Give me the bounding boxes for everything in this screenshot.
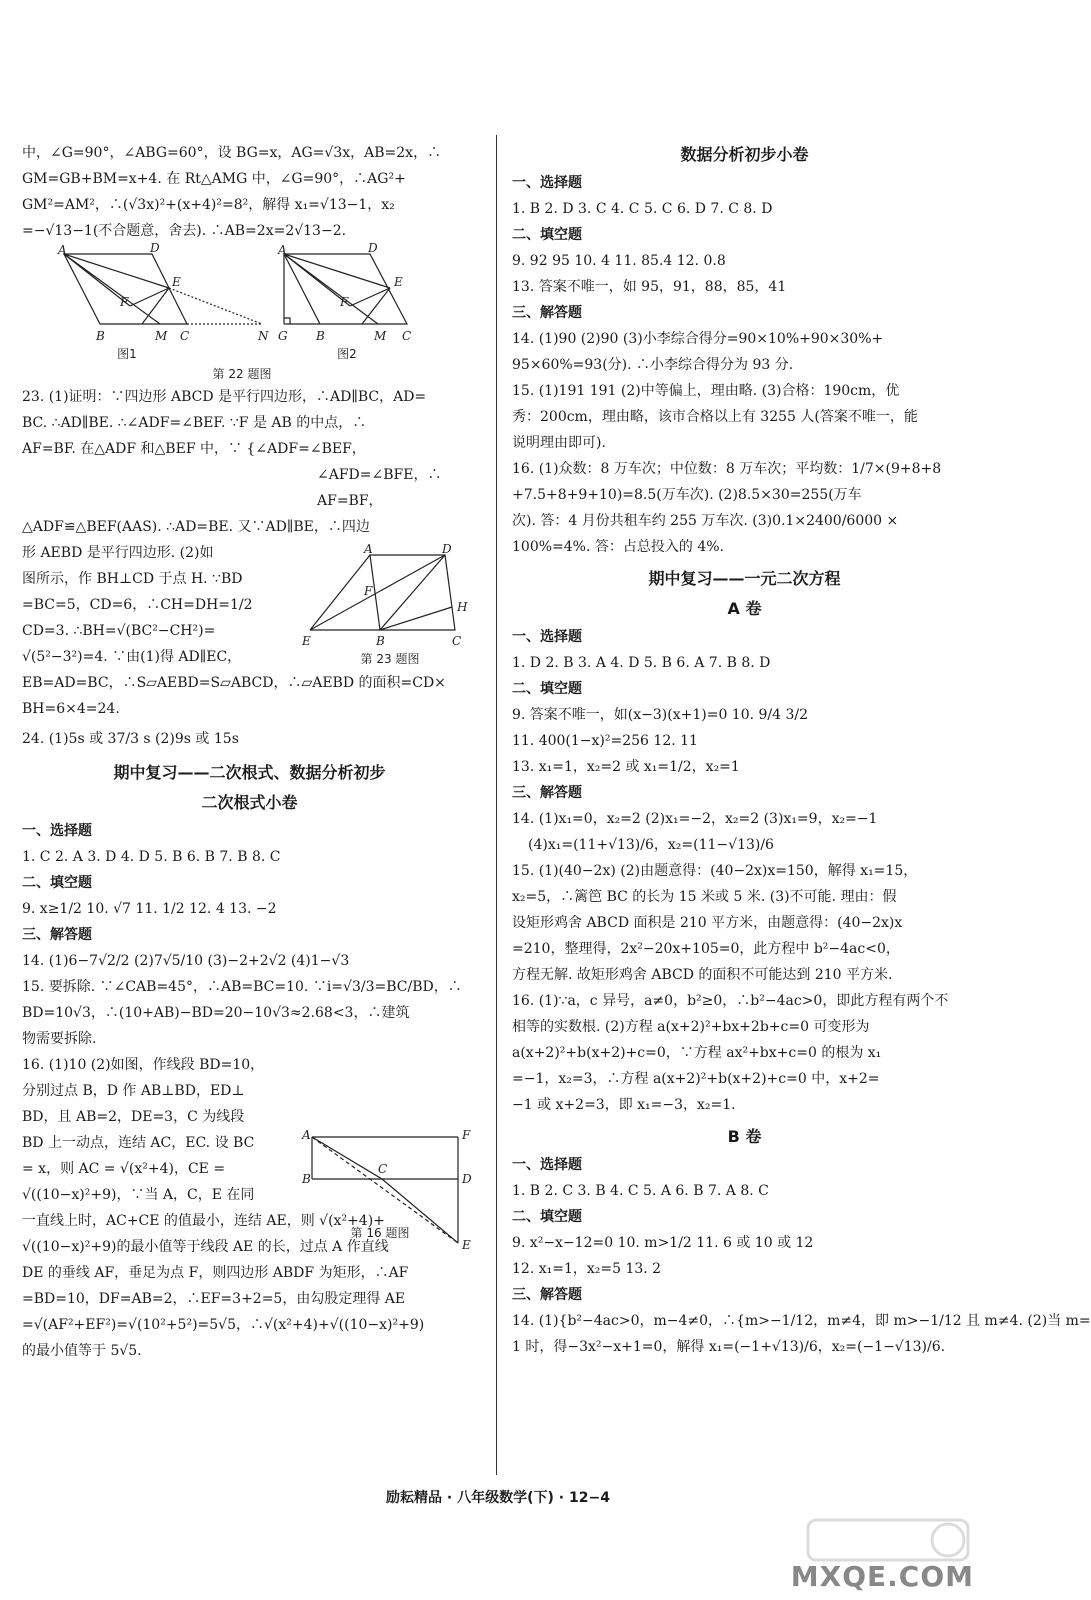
fig23-label: D — [442, 542, 452, 556]
fig23-label: B — [376, 634, 385, 648]
q23-line: √(5²−3²)=4. ∵由(1)得 AD∥EC， — [22, 649, 242, 665]
section-heading: 一、选择题 — [22, 823, 92, 839]
fig22-2-label: B — [316, 329, 325, 343]
q23-line: CD=3. ∴BH=√(BC²−CH²)= — [22, 623, 216, 639]
right-column — [512, 140, 1091, 1360]
choice-answers: 1. B 2. C 3. B 4. C 5. A 6. B 7. A 8. C — [512, 1183, 769, 1199]
fill-answers: 12. x₁=1，x₂=5 13. 2 — [512, 1261, 662, 1277]
fig16-label: B — [302, 1172, 311, 1186]
q16-line: BD 上一动点，连结 AC，EC. 设 BC — [22, 1135, 255, 1151]
fill-answers: 13. x₁=1，x₂=2 或 x₁=1/2，x₂=1 — [512, 759, 740, 775]
fig16-caption: 第 16 题图 — [350, 1226, 410, 1240]
solution-line: 次). 答：4 月份共租车约 255 万车次. (3)0.1×2400/6000 × — [512, 513, 899, 529]
q16-line: √((10−x)²+9)的最小值等于线段 AE 的长，过点 A 作直线 — [22, 1239, 389, 1255]
solution-line: 1 时，得−3x²−x+1=0，解得 x₁=(−1+√13)/6，x₂=(−1−√13)/6. — [512, 1339, 946, 1355]
solution-line: 16. (1)众数：8 万车次；中位数：8 万车次；平均数：1/7×(9+8+8 — [512, 461, 942, 477]
fill-answers: 9. 92 95 10. 4 11. 85.4 12. 0.8 — [512, 253, 726, 269]
q24-answer: 24. (1)5s 或 37/3 s (2)9s 或 15s — [22, 731, 239, 747]
fig23-label: C — [452, 634, 462, 648]
q23-line: AF=BF， — [317, 493, 383, 509]
fig22-caption: 第 22 题图 — [212, 367, 272, 381]
solution-line: 100%=4%. 答：占总投入的 4%. — [512, 539, 724, 555]
q14-answer: 14. (1)6−7√2/2 (2)7√5/10 (3)−2+2√2 (4)1−√3 — [22, 953, 350, 969]
fig22-2-label: D — [368, 241, 378, 255]
fig23-label: E — [302, 634, 311, 648]
section-heading: 二、填空题 — [512, 1209, 582, 1225]
section-heading: 一、选择题 — [512, 629, 582, 645]
q23-line: 图所示，作 BH⊥CD 于点 H. ∵BD — [22, 571, 243, 587]
fig16-label: D — [462, 1172, 472, 1186]
q23-line: EB=AD=BC，∴S▱AEBD=S▱ABCD，∴▱AEBD 的面积=CD× — [22, 675, 446, 691]
fig16-label: E — [462, 1238, 471, 1252]
fig22-2-label: F — [340, 295, 349, 309]
q16-line: BD，且 AB=2，DE=3，C 为线段 — [22, 1109, 245, 1125]
solution-line: a(x+2)²+b(x+2)+c=0，∵方程 ax²+bx+c=0 的根为 x₁ — [512, 1045, 882, 1061]
section-subtitle: 二次根式小卷 — [201, 793, 298, 812]
fill-answers: 11. 400(1−x)²=256 12. 11 — [512, 733, 698, 749]
q23-line: 形 AEBD 是平行四边形. (2)如 — [22, 545, 214, 561]
choice-answers: 1. D 2. B 3. A 4. D 5. B 6. A 7. B 8. D — [512, 655, 771, 671]
figure-22 — [22, 241, 477, 384]
solution-line: (4)x₁=(11+√13)/6，x₂=(11−√13)/6 — [528, 837, 774, 853]
fill-answers: 9. x≥1/2 10. √7 11. 1/2 12. 4 13. −2 — [22, 901, 277, 917]
q16-line: =√(AF²+EF²)=√(10²+5²)=5√5，∴√(x²+4)+√((10−x)²+9) — [22, 1317, 425, 1333]
q16-line: 分别过点 B，D 作 AB⊥BD，ED⊥ — [22, 1083, 245, 1099]
q16-line: 16. (1)10 (2)如图，作线段 BD=10， — [22, 1057, 265, 1073]
solution-line: 14. (1)x₁=0，x₂=2 (2)x₁=−2，x₂=2 (3)x₁=9，x₂=−1 — [512, 811, 878, 827]
section-heading: 三、解答题 — [512, 305, 582, 321]
fig22-label: N — [258, 329, 269, 343]
fig22-subcaption: 图2 — [337, 347, 357, 361]
q22-line: =−√13−1(不合题意，舍去). ∴AB=2x=2√13−2. — [22, 223, 347, 239]
fig22-label: D — [150, 241, 160, 255]
fill-answers: 9. x²−x−12=0 10. m>1/2 11. 6 或 10 或 12 — [512, 1235, 814, 1251]
fig16-label: A — [302, 1128, 311, 1142]
section-heading: 二、填空题 — [512, 681, 582, 697]
q22-line: GM=GB+BM=x+4. 在 Rt△AMG 中，∠G=90°，∴AG²+ — [22, 171, 406, 187]
q23-line: BC. ∴AD∥BE. ∴∠ADF=∠BEF. ∵F 是 AB 的中点，∴ — [22, 415, 367, 431]
fig22-label: E — [172, 275, 181, 289]
q22-line: 中，∠G=90°，∠ABG=60°，设 BG=x，AG=√3x，AB=2x，∴ — [22, 145, 442, 161]
solution-line: 15. (1)191 191 (2)中等偏上，理由略. (3)合格：190cm，优 — [512, 383, 900, 399]
page-footer: 励耘精品 · 八年级数学(下) · 12−4 — [386, 1490, 610, 1506]
solution-line: 95×60%=93(分). ∴小李综合得分为 93 分. — [512, 357, 794, 373]
q16-line: DE 的垂线 AF，垂足为点 F，则四边形 ABDF 为矩形，∴AF — [22, 1265, 409, 1281]
section-heading: 一、选择题 — [512, 1157, 582, 1173]
solution-line: x₂=5，∴篱笆 BC 的长为 15 米或 5 米. (3)不可能. 理由：假 — [512, 889, 897, 905]
q16-line: 的最小值等于 5√5. — [22, 1343, 142, 1359]
q15-line: 15. 要拆除. ∵∠CAB=45°，∴AB=BC=10. ∵i=√3/3=BC/BD，∴ — [22, 979, 462, 995]
fig22-subcaption: 图1 — [117, 347, 137, 361]
choice-answers: 1. C 2. A 3. D 4. D 5. B 6. B 7. B 8. C — [22, 849, 281, 865]
fill-answers: 9. 答案不唯一，如(x−3)(x+1)=0 10. 9/4 3/2 — [512, 707, 809, 723]
solution-line: 15. (1)(40−2x) (2)由题意得：(40−2x)x=150，解得 x₁=15， — [512, 863, 918, 879]
fig22-2-label: E — [394, 275, 403, 289]
fig22-label: M — [155, 329, 168, 343]
figure-22-2-lines — [284, 254, 407, 324]
section-heading: 二、填空题 — [22, 875, 92, 891]
solution-line: 14. (1){b²−4ac>0，m−4≠0，∴{m>−1/12，m≠4，即 m>−1/12 且 m≠4. (2)当 m= — [512, 1313, 1091, 1329]
section-heading: 三、解答题 — [22, 927, 92, 943]
section-subtitle: A 卷 — [727, 599, 762, 618]
q16-line: 一直线上时，AC+CE 的值最小，连结 AE，则 √(x²+4)+ — [22, 1213, 385, 1229]
q16-line: √((10−x)²+9)，∵当 A，C，E 在同 — [22, 1187, 255, 1203]
watermark-text: MXQE.COM — [790, 1560, 974, 1593]
solution-line: 14. (1)90 (2)90 (3)小李综合得分=90×10%+90×30%+ — [512, 331, 884, 347]
figure-22-1-lines — [64, 254, 262, 324]
solution-line: 相等的实数根. (2)方程 a(x+2)²+bx+2b+c=0 可变形为 — [512, 1019, 870, 1035]
q23-line: ∠AFD=∠BFE，∴ — [317, 467, 442, 483]
solution-line: 秀：200cm，理由略，该市合格以上有 3255 人(答案不唯一，能 — [512, 409, 918, 425]
fig23-label: A — [364, 542, 373, 556]
section-title: 期中复习——二次根式、数据分析初步 — [113, 763, 386, 782]
section-title: 数据分析初步小卷 — [680, 145, 809, 164]
section-subtitle: B 卷 — [727, 1127, 762, 1146]
q16-line: = x，则 AC = √(x²+4)，CE = — [22, 1161, 226, 1177]
section-title: 期中复习——一元二次方程 — [648, 569, 841, 588]
q22-line: GM²=AM²，∴(√3x)²+(x+4)²=8²，解得 x₁=√13−1，x₂ — [22, 197, 395, 213]
solution-line: 说明理由即可). — [512, 435, 606, 451]
q23-line: AF=BF. 在△ADF 和△BEF 中，∵ {∠ADF=∠BEF， — [22, 441, 366, 457]
fig22-label: A — [58, 243, 67, 257]
fig16-label: C — [378, 1162, 388, 1176]
fig22-label: B — [96, 329, 105, 343]
figure-16 — [300, 1125, 480, 1265]
fig22-label: C — [180, 329, 190, 343]
fig22-label: F — [120, 295, 129, 309]
solution-line: =−1，x₂=3，∴方程 a(x+2)²+b(x+2)+c=0 中，x+2= — [512, 1071, 880, 1087]
fig23-label: F — [364, 584, 373, 598]
fig16-label: F — [462, 1128, 471, 1142]
q23-line: =BC=5，CD=6，∴CH=DH=1/2 — [22, 597, 253, 613]
q15-line: BD=10√3，∴(10+AB)−BD=20−10√3≈2.68<3，∴建筑 — [22, 1005, 410, 1021]
q23-line: △ADF≌△BEF(AAS). ∴AD=BE. 又∵AD∥BE，∴四边 — [22, 519, 370, 535]
fig23-caption: 第 23 题图 — [360, 652, 420, 666]
solution-line: 方程无解. 故矩形鸡舍 ABCD 的面积不可能达到 210 平方米. — [512, 967, 893, 983]
solution-line: =210，整理得，2x²−20x+105=0，此方程中 b²−4ac<0， — [512, 941, 900, 957]
section-heading: 一、选择题 — [512, 175, 582, 191]
fig22-2-label: G — [278, 329, 288, 343]
fill-answers: 13. 答案不唯一，如 95，91，88，85，41 — [512, 279, 787, 295]
section-heading: 三、解答题 — [512, 785, 582, 801]
solution-line: +7.5+8+9+10)=8.5(万车次). (2)8.5×30=255(万车 — [512, 487, 862, 503]
fig22-2-label: M — [374, 329, 387, 343]
q15-line: 物需要拆除. — [22, 1031, 97, 1047]
fig22-2-label: C — [402, 329, 412, 343]
section-heading: 二、填空题 — [512, 227, 582, 243]
section-heading: 三、解答题 — [512, 1287, 582, 1303]
fig22-2-label: A — [278, 243, 287, 257]
solution-line: 16. (1)∵a，c 异号，a≠0，b²≥0，∴b²−4ac>0，即此方程有两个不 — [512, 993, 949, 1009]
column-divider — [496, 135, 497, 1475]
q23-line: BH=6×4=24. — [22, 701, 120, 717]
solution-line: −1 或 x+2=3，即 x₁=−3，x₂=1. — [512, 1097, 736, 1113]
solution-line: 设矩形鸡舍 ABCD 面积是 210 平方米，由题意得：(40−2x)x — [512, 915, 903, 931]
fig23-label: H — [457, 600, 468, 614]
q16-line: =BD=10，DF=AB=2，∴EF=3+2=5，由勾股定理得 AE — [22, 1291, 406, 1307]
q23-line: 23. (1)证明：∵四边形 ABCD 是平行四边形，∴AD∥BC，AD= — [22, 389, 427, 405]
choice-answers: 1. B 2. D 3. C 4. C 5. C 6. D 7. C 8. D — [512, 201, 773, 217]
figure-23 — [300, 542, 480, 670]
